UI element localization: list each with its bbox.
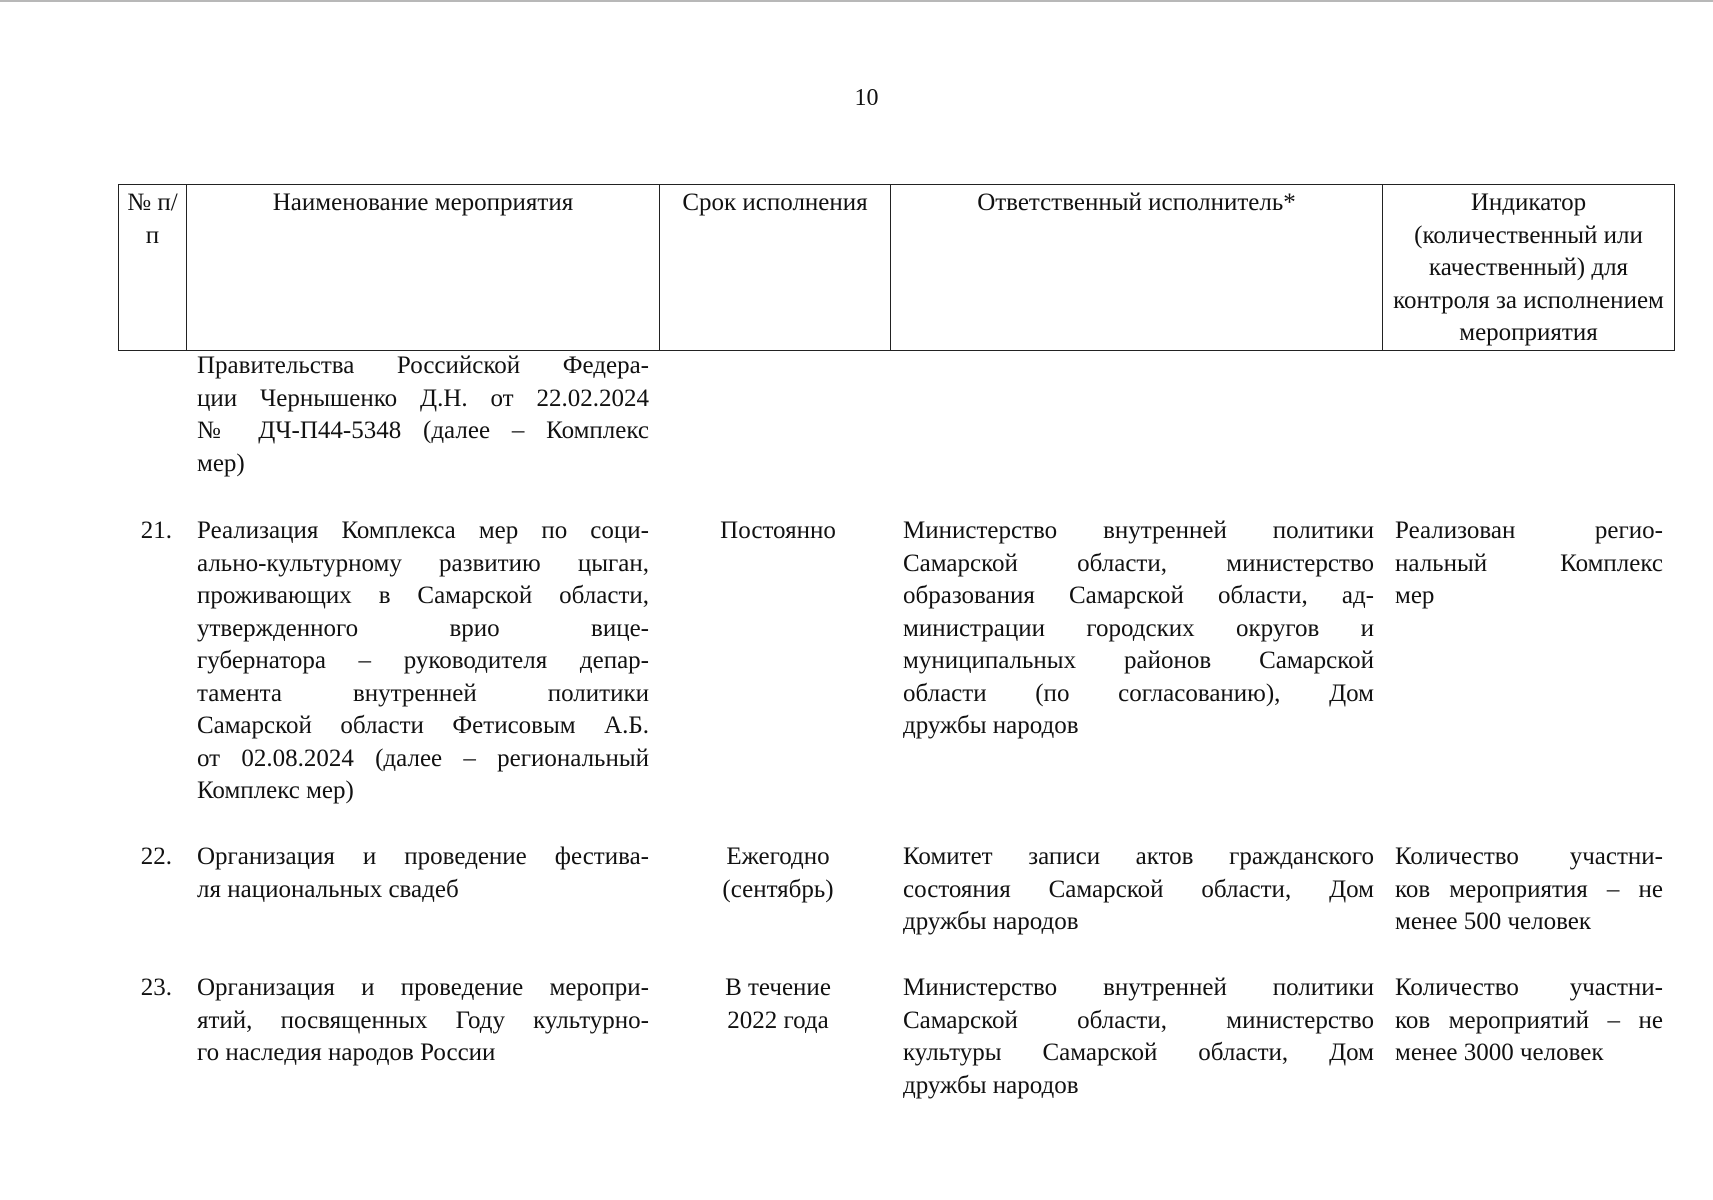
text-line: В течение [725, 974, 831, 1001]
text-line: Постоянно [720, 517, 836, 544]
text-line: ков мероприятия – не [1395, 875, 1663, 903]
text-line: области (по согласованию), Дом [903, 679, 1374, 707]
event-indicator [1395, 972, 1663, 1070]
event-executor [903, 515, 1374, 743]
text-line: Количество участни- [1395, 974, 1663, 1001]
text-line: Организация и проведение фестива- [197, 843, 649, 870]
text-line: Комплекс мер) [197, 777, 354, 804]
text-line: менее 3000 человек [1395, 1039, 1604, 1066]
text-line: го наследия народов России [197, 1039, 496, 1066]
text-line: Организация и проведение меропри- [197, 974, 649, 1001]
event-term [664, 972, 892, 1037]
event-name [197, 515, 649, 808]
page-number: 10 [854, 85, 879, 111]
table-header [118, 184, 1675, 351]
event-name [197, 841, 649, 906]
event-executor [903, 972, 1374, 1102]
text-line: губернатора – руководителя депар- [197, 647, 649, 674]
table-header-row [119, 185, 1675, 351]
text-line: дружбы народов [903, 1071, 1079, 1099]
text-line: состояния Самарской области, Дом [903, 875, 1374, 903]
text-line: культуры Самарской области, Дом [903, 1039, 1374, 1066]
text-line: № ДЧ-П44-5348 (далее – Комплекс [197, 417, 649, 444]
text-line: нальный Комплекс [1395, 549, 1663, 577]
text-line: ков мероприятий – не [1395, 1006, 1663, 1034]
header-num: № п/п [119, 185, 187, 351]
text-line: образования Самарской области, ад- [903, 582, 1374, 609]
text-line: Самарской области, министерство [903, 1006, 1374, 1034]
header-name: Наименование мероприятия [187, 185, 660, 351]
text-line: мер) [197, 449, 245, 477]
text-line: Количество участни- [1395, 843, 1663, 870]
text-line: мер [1395, 582, 1435, 609]
text-line: Министерство внутренней политики [903, 517, 1374, 544]
header-term: Срок исполнения [660, 185, 891, 351]
text-line: Реализация Комплекса мер по соци- [197, 517, 649, 544]
event-executor [903, 841, 1374, 939]
row-number: 23. [140, 974, 172, 1001]
row-number: 21. [140, 517, 172, 544]
row-number: 22. [140, 843, 172, 870]
text-line: Комитет записи актов гражданского [903, 843, 1374, 870]
text-line: Самарской области Фетисовым А.Б. [197, 712, 649, 739]
text-line: от 02.08.2024 (далее – региональный [197, 744, 649, 772]
text-line: ятий, посвященных Году культурно- [197, 1006, 649, 1034]
event-term [664, 515, 892, 548]
continued-text [197, 350, 649, 480]
text-line: Реализован регио- [1395, 517, 1663, 544]
text-line: Ежегодно [726, 843, 830, 870]
event-term [664, 841, 892, 906]
text-line: утвержденного врио вице- [197, 614, 649, 642]
header-indicator: Индикатор (количественный или качественный) для контроля за исполнением мероприятия [1383, 185, 1675, 351]
text-line: Министерство внутренней политики [903, 974, 1374, 1001]
event-name [197, 972, 649, 1070]
text-line: (сентябрь) [722, 875, 834, 903]
text-line: дружбы народов [903, 908, 1079, 935]
text-line: проживающих в Самарской области, [197, 582, 649, 609]
page-top-rule [0, 0, 1713, 2]
text-line: тамента внутренней политики [197, 679, 649, 707]
header-executor: Ответственный исполнитель* [891, 185, 1383, 351]
event-indicator [1395, 841, 1663, 939]
text-line: ально-культурному развитию цыган, [197, 549, 649, 577]
text-line: министрации городских округов и [903, 614, 1374, 642]
text-line: 2022 года [727, 1006, 829, 1034]
text-line: муниципальных районов Самарской [903, 647, 1374, 674]
text-line: Правительства Российской Федера- [197, 352, 649, 379]
text-line: ля национальных свадеб [197, 875, 459, 903]
event-indicator [1395, 515, 1663, 613]
text-line: ции Чернышенко Д.Н. от 22.02.2024 [197, 384, 649, 412]
text-line: Самарской области, министерство [903, 549, 1374, 577]
text-line: менее 500 человек [1395, 908, 1592, 935]
text-line: дружбы народов [903, 712, 1079, 739]
